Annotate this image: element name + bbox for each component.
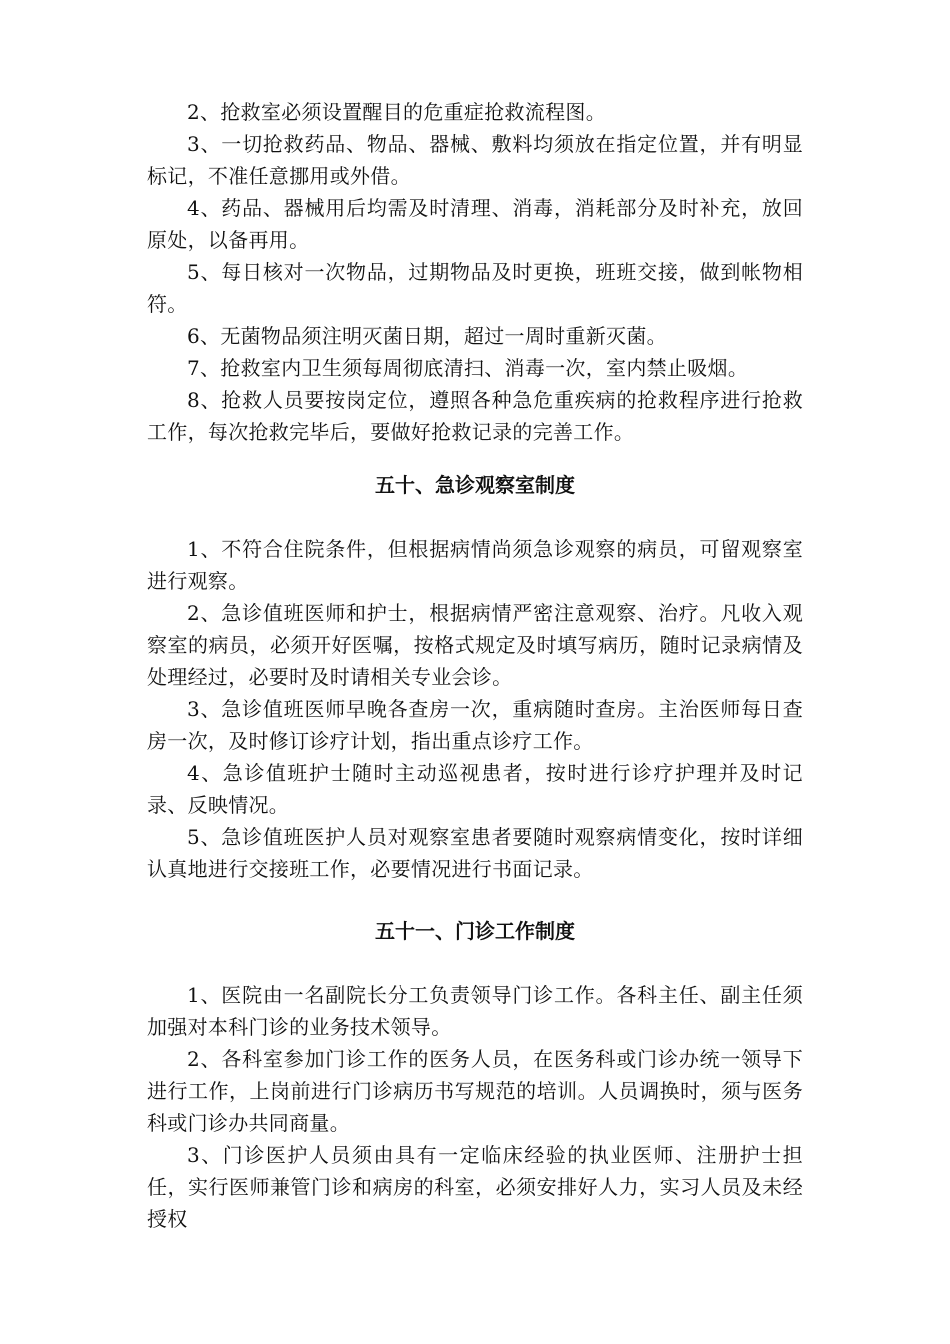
paragraph-item-8: 8、抢救人员要按岗定位，遵照各种急危重疾病的抢救程序进行抢救工作，每次抢救完毕后，要做好抢救记录的完善工作。 [147, 388, 803, 444]
outpatient-paragraph-1: 1、医院由一名副院长分工负责领导门诊工作。各科主任、副主任须加强对本科门诊的业务技术领导。 [147, 983, 803, 1039]
paragraph-item-7: 7、抢救室内卫生须每周彻底清扫、消毒一次，室内禁止吸烟。 [187, 356, 749, 380]
document-page [147, 96, 803, 1235]
outpatient-paragraph-3: 3、门诊医护人员须由具有一定临床经验的执业医师、注册护士担任，实行医师兼管门诊和病房的科室，必须安排好人力，实习人员及未经授权 [147, 1143, 803, 1231]
observation-paragraph-2: 2、急诊值班医师和护士，根据病情严密注意观察、治疗。凡收入观察室的病员，必须开好医嘱，按格式规定及时填写病历，随时记录病情及处理经过，必要时及时请相关专业会诊。 [147, 601, 803, 689]
section-heading-outpatient-work: 五十一、门诊工作制度 [375, 919, 575, 943]
paragraph-item-5: 5、每日核对一次物品，过期物品及时更换，班班交接，做到帐物相符。 [147, 260, 803, 316]
observation-paragraph-3: 3、急诊值班医师早晚各查房一次，重病随时查房。主治医师每日查房一次，及时修订诊疗计划，指出重点诊疗工作。 [147, 697, 803, 753]
outpatient-paragraph-2: 2、各科室参加门诊工作的医务人员，在医务科或门诊办统一领导下进行工作，上岗前进行门诊病历书写规范的培训。人员调换时，须与医务科或门诊办共同商量。 [147, 1047, 803, 1135]
observation-paragraph-1: 1、不符合住院条件，但根据病情尚须急诊观察的病员，可留观察室进行观察。 [147, 537, 803, 593]
paragraph-item-6: 6、无菌物品须注明灭菌日期，超过一周时重新灭菌。 [187, 324, 667, 348]
paragraph-item-2: 2、抢救室必须设置醒目的危重症抢救流程图。 [187, 100, 607, 124]
observation-paragraph-4: 4、急诊值班护士随时主动巡视患者，按时进行诊疗护理并及时记录、反映情况。 [147, 761, 803, 817]
observation-paragraph-5: 5、急诊值班医护人员对观察室患者要随时观察病情变化，按时详细认真地进行交接班工作，必要情况进行书面记录。 [147, 825, 803, 881]
section-heading-emergency-observation: 五十、急诊观察室制度 [375, 473, 575, 497]
paragraph-item-3: 3、一切抢救药品、物品、器械、敷料均须放在指定位置，并有明显标记，不准任意挪用或外借。 [147, 132, 803, 188]
paragraph-item-4: 4、药品、器械用后均需及时清理、消毒，消耗部分及时补充，放回原处，以备再用。 [147, 196, 803, 252]
